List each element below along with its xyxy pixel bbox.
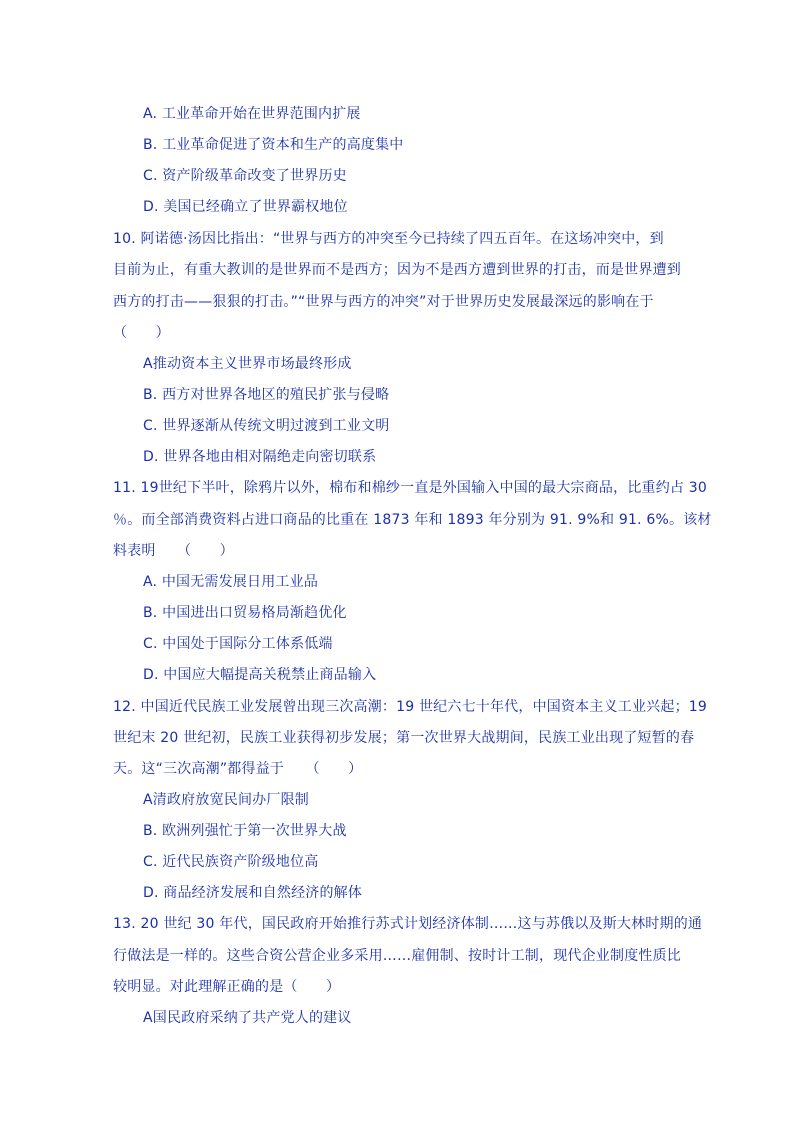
q9-option-a: A. 工业革命开始在世界范围内扩展 bbox=[143, 106, 361, 122]
q9-option-b: B. 工业革命促进了资本和生产的高度集中 bbox=[143, 137, 404, 153]
q11-stem-line: ％。而全部消费资料占进口商品的比重在 1873 年和 1893 年分别为 91. 9%和 91. 6%。该材 bbox=[113, 512, 712, 528]
q10-option-d: D. 世界各地由相对隔绝走向密切联系 bbox=[143, 449, 377, 465]
q11-stem-line: 料表明 （ ） bbox=[113, 543, 234, 559]
q11-option-a: A. 中国无需发展日用工业品 bbox=[143, 574, 319, 590]
q11-stem-line: 11. 19世纪下半叶，除鸦片以外，棉布和棉纱一直是外国输入中国的最大宗商品，比重约占 30 bbox=[113, 480, 707, 496]
q10-stem-line: 目前为止，有重大教训的是世界而不是西方；因为不是西方遭到世界的打击，而是世界遭到 bbox=[113, 262, 681, 278]
q12-option-c: C. 近代民族资产阶级地位高 bbox=[143, 854, 319, 870]
q9-option-d: D. 美国已经确立了世界霸权地位 bbox=[143, 199, 348, 215]
q12-option-a: A清政府放宽民间办厂限制 bbox=[143, 792, 309, 808]
q10-stem-line: 西方的打击——狠狠的打击。”“世界与西方的冲突”对于世界历史发展最深远的影响在于 bbox=[113, 294, 654, 310]
q11-option-c: C. 中国处于国际分工体系低端 bbox=[143, 636, 333, 652]
q13-option-a: A国民政府采纳了共产党人的建议 bbox=[143, 1010, 352, 1026]
q13-stem-line: 较明显。对此理解正确的是（ ） bbox=[113, 979, 341, 995]
q13-stem-line: 13. 20 世纪 30 年代，国民政府开始推行苏式计划经济体制……这与苏俄以及斯大林时期的通 bbox=[113, 916, 703, 932]
q12-stem-line: 世纪末 20 世纪初，民族工业获得初步发展；第一次世界大战期间，民族工业出现了短暂的春 bbox=[113, 730, 695, 746]
q11-option-d: D. 中国应大幅提高关税禁止商品输入 bbox=[143, 667, 377, 683]
q10-option-c: C. 世界逐渐从传统文明过渡到工业文明 bbox=[143, 418, 390, 434]
q12-option-d: D. 商品经济发展和自然经济的解体 bbox=[143, 885, 363, 901]
q9-option-c: C. 资产阶级革命改变了世界历史 bbox=[143, 168, 347, 184]
q12-option-b: B. 欧洲列强忙于第一次世界大战 bbox=[143, 823, 347, 839]
q12-stem-line: 天。这“三次高潮”都得益于 （ ） bbox=[113, 761, 363, 777]
q10-option-b: B. 西方对世界各地区的殖民扩张与侵略 bbox=[143, 387, 390, 403]
q10-stem-line: 10. 阿诺德·汤因比指出：“世界与西方的冲突至今已持续了四五百年。在这场冲突中，到 bbox=[113, 231, 664, 247]
q11-option-b: B. 中国进出口贸易格局渐趋优化 bbox=[143, 605, 347, 621]
q10-option-a: A推动资本主义世界市场最终形成 bbox=[143, 356, 352, 372]
q13-stem-line: 行做法是一样的。这些合资公营企业多采用……雇佣制、按时计工制，现代企业制度性质比 bbox=[113, 948, 681, 964]
q12-stem-line: 12. 中国近代民族工业发展曾出现三次高潮：19 世纪六七十年代，中国资本主义工业兴起；19 bbox=[113, 699, 707, 715]
q10-stem-line: （ ） bbox=[113, 325, 170, 341]
